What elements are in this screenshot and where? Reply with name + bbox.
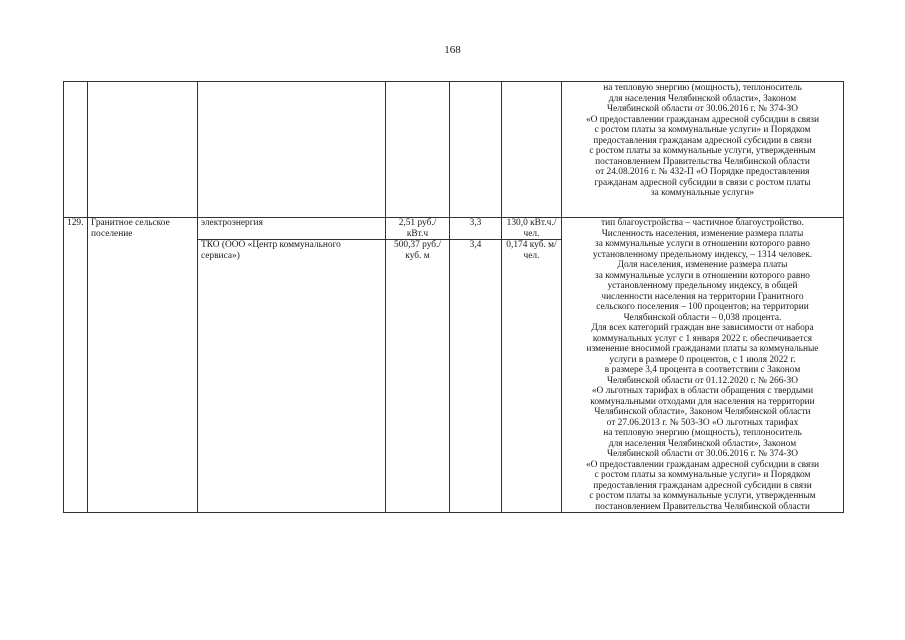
row-line: для населения Челябинской области», Законом — [608, 438, 797, 449]
cont-line: с ростом платы за коммунальные услуги, утвержденным — [589, 146, 816, 156]
norm-cell — [502, 218, 562, 513]
row-line: Челябинской области от 30.06.2016 г. № 374-ЗО — [607, 449, 798, 459]
cell-tariff — [386, 82, 450, 218]
row-line: установленному предельному индексу, – 1314 человек. — [592, 249, 813, 260]
row-line: «О предоставлении гражданам адресной субсидии в связи — [585, 459, 820, 470]
row-line: тип благоустройства – частичное благоустройство. — [601, 218, 804, 228]
row-line: Численность населения, изменение размера платы — [601, 228, 804, 239]
cont-line: на тепловую энергию (мощность), теплоноситель — [603, 83, 802, 93]
index-cell — [450, 218, 502, 513]
tariff-electricity: 2,51 руб./кВт.ч — [398, 218, 437, 239]
index-electricity: 3,3 — [469, 218, 482, 228]
cont-line: для населения Челябинской области», Законом — [608, 93, 797, 104]
settlement-name: Гранитное сельское поселение — [88, 218, 198, 513]
service-cell — [198, 218, 386, 513]
cont-line: за коммунальные услуги» — [650, 188, 755, 198]
table-row-129 — [64, 218, 844, 513]
row-line: на тепловую энергию (мощность), теплоноситель — [603, 428, 802, 438]
cell-service — [198, 82, 386, 218]
cont-line: «О предоставлении гражданам адресной субсидии в связи — [585, 114, 820, 125]
tariff-tko: 500,37 руб./куб. м — [386, 239, 449, 261]
row-line: Челябинской области – 0,038 процента. — [623, 312, 782, 323]
page-number: 168 — [444, 44, 461, 56]
index-tko: 3,4 — [450, 239, 501, 251]
row-line: Челябинской области», Законом Челябинской области — [594, 407, 811, 417]
row-line: услуги в размере 0 процентов, с 1 июля 2022 г. — [609, 354, 796, 365]
cont-line: постановлением Правительства Челябинской области — [595, 156, 810, 167]
row-line: численности населения на территории Гранитного — [601, 291, 804, 302]
row-line: за коммунальные услуги в отношении которого равно — [594, 270, 810, 281]
cont-line: предоставления гражданам адресной субсидии в связи — [593, 135, 812, 146]
norm-electricity: 130,0 кВт.ч./чел. — [506, 218, 557, 239]
row-line: Для всех категорий граждан вне зависимости от набора — [591, 323, 814, 333]
cont-line: от 24.08.2016 г. № 432-П «О Порядке предоставления — [595, 167, 810, 177]
row-line: от 27.06.2013 г. № 503-ЗО «О льготных тарифах — [606, 417, 799, 428]
cont-line: с ростом платы за коммунальные услуги» и Порядком — [594, 125, 811, 135]
table-row-continuation — [64, 82, 844, 218]
row-line: коммунальных услуг с 1 января 2022 г. обеспечивается — [592, 333, 813, 344]
row-line: Доля населения, изменение размера платы — [617, 260, 788, 270]
row-line: предоставления гражданам адресной субсидии в связи — [593, 480, 812, 491]
row-line: постановлением Правительства Челябинской области — [595, 501, 810, 512]
row-line: с ростом платы за коммунальные услуги» и Порядком — [594, 470, 811, 480]
row-line: за коммунальные услуги в отношении которого равно — [594, 239, 810, 249]
cell-norm — [502, 82, 562, 218]
row-129-description — [562, 218, 844, 513]
cell-settlement — [88, 82, 198, 218]
cell-number — [64, 82, 88, 218]
row-line: коммунальными отходами для населения на территории — [590, 396, 815, 407]
cell-description — [562, 82, 844, 218]
service-electricity: электроэнергия — [201, 218, 263, 228]
cont-line: Челябинской области от 30.06.2016 г. № 374-ЗО — [607, 104, 798, 114]
row-line: с ростом платы за коммунальные услуги, утвержденным — [589, 491, 816, 501]
tariff-cell — [386, 218, 450, 513]
cell-index — [450, 82, 502, 218]
norm-tko: 0,174 куб. м/чел. — [502, 239, 561, 261]
service-tko: ТКО (ООО «Центр коммунального сервиса») — [198, 239, 385, 261]
row-line: изменение вносимой гражданами платы за коммунальные — [586, 344, 819, 354]
row-line: установленному предельному индексу, в общей — [607, 281, 798, 291]
row-line: «О льготных тарифах в области обращения с твердыми — [591, 386, 814, 396]
row-line: сельского поселения – 100 процентов; на территории — [596, 302, 809, 312]
subsidy-table — [63, 81, 844, 513]
cont-line: гражданам адресной субсидии в связи с ростом платы — [594, 177, 811, 188]
row-line: Челябинской области от 01.12.2020 г. № 266-ЗО — [607, 375, 798, 386]
row-line: в размере 3,4 процента в соответствии с Законом — [604, 365, 801, 375]
row-number: 129. — [64, 218, 88, 513]
